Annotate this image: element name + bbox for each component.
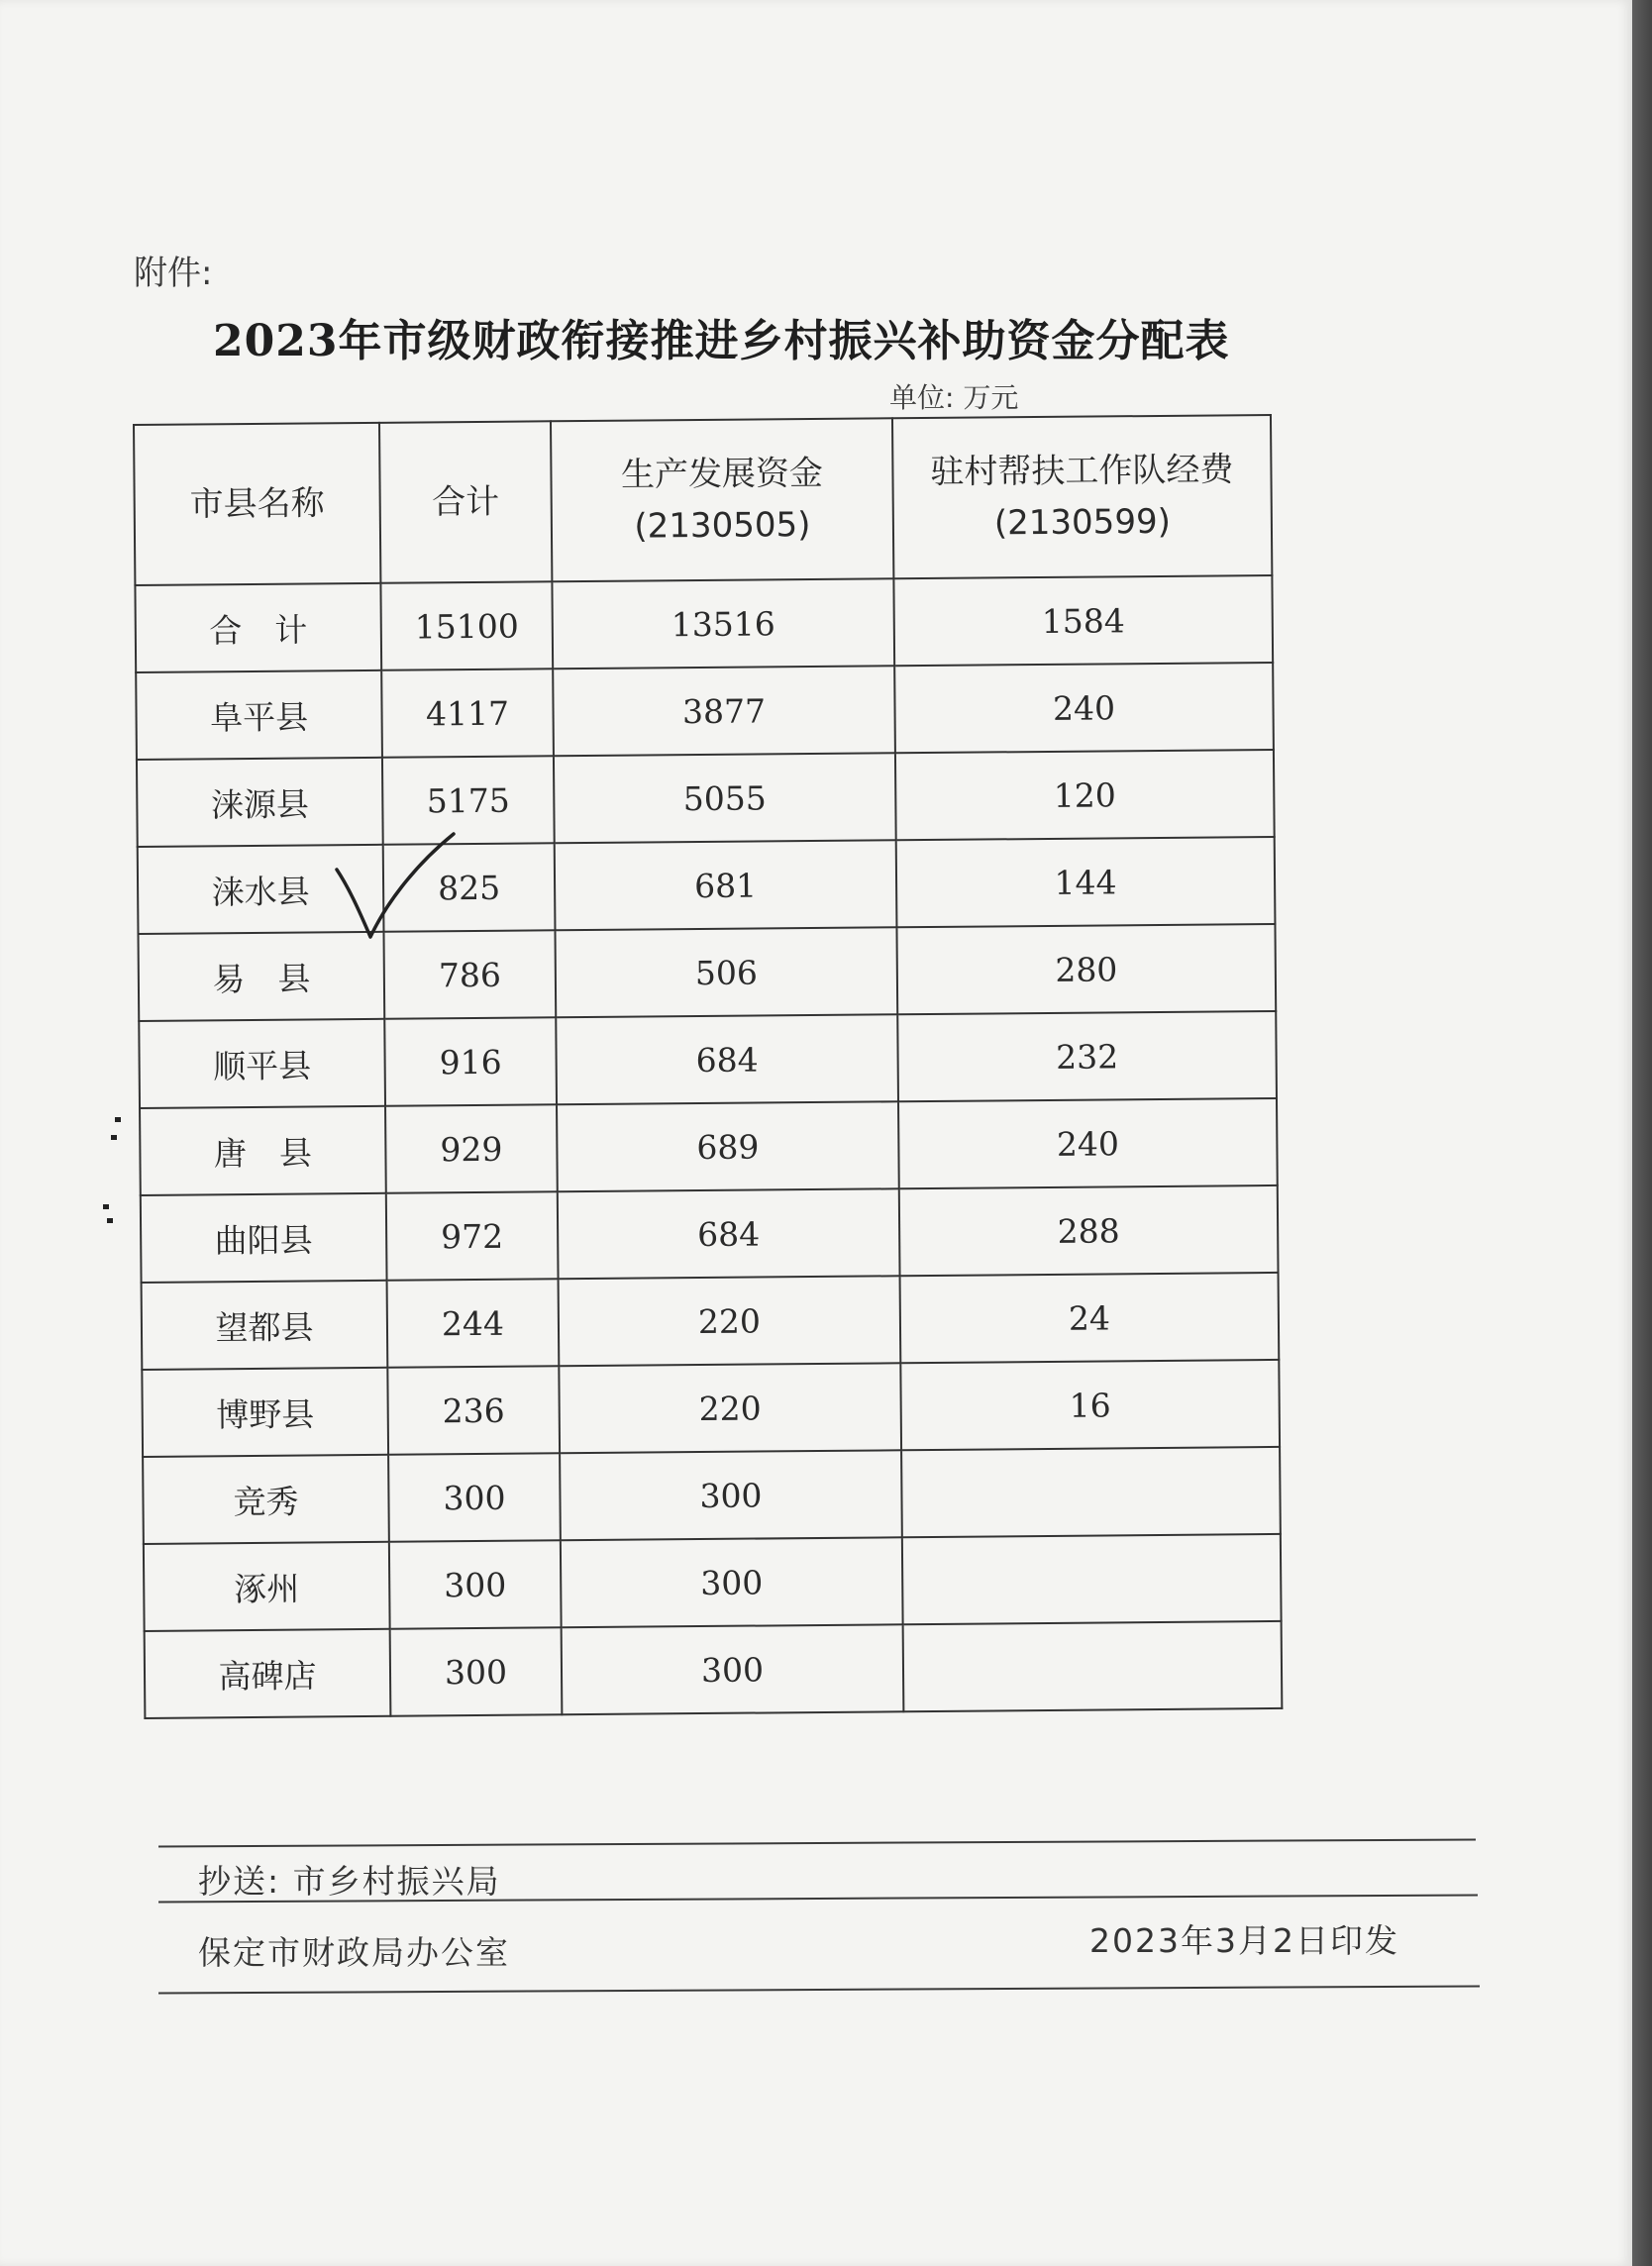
table-row [135,575,1273,672]
header-production-fund [551,418,893,581]
handwritten-checkmark-icon [327,828,465,947]
header-county-name: 市县名称 [134,423,380,585]
header-team-label: 驻村帮扶工作队经费 [930,450,1234,492]
header-production-code: (2130505) [634,505,811,547]
table-row [143,1447,1281,1544]
attachment-label: 附件: [134,254,213,293]
cell-production-fund: 220 [559,1276,901,1366]
cell-county-name: 博野县 [142,1368,388,1457]
cell-county-name: 涞源县 [137,758,383,847]
cell-production-fund: 684 [558,1188,900,1279]
cell-team-fund: 1584 [893,575,1273,666]
cell-county-name: 合 计 [135,583,381,672]
cell-production-fund: 300 [560,1450,902,1540]
table-row [145,1621,1283,1718]
cell-total: 5175 [382,756,555,845]
cell-production-fund: 681 [555,840,897,930]
table-row [144,1534,1282,1631]
cell-team-fund: 232 [897,1011,1277,1101]
cell-team-fund: 120 [895,750,1275,840]
cell-county-name: 易 县 [138,932,384,1021]
issuing-office: 保定市财政局办公室 [198,1933,510,1972]
footer-divider-bottom [158,1986,1480,1995]
table-row [139,1011,1277,1108]
header-production-label: 生产发展资金 [620,453,824,495]
header-team-code: (2130599) [993,501,1172,544]
cell-county-name: 涿州 [144,1542,390,1631]
issue-date: 2023年3月2日印发 [1089,1921,1399,1960]
cell-county-name: 望都县 [142,1281,388,1370]
cc-recipients: 抄送: 市乡村振兴局 [198,1862,501,1901]
cell-county-name: 顺平县 [139,1019,385,1108]
scan-speck [115,1117,121,1122]
cell-team-fund: 280 [896,924,1276,1014]
table-body [135,575,1282,1718]
cell-total: 236 [387,1366,560,1455]
cell-team-fund [903,1621,1283,1711]
cell-total: 825 [383,843,556,932]
cell-total: 15100 [380,581,553,670]
cell-county-name: 曲阳县 [141,1193,387,1283]
allocation-table-wrapper [133,414,1283,1719]
cell-total: 786 [383,930,556,1019]
cell-production-fund: 3877 [553,666,895,756]
table-row [136,663,1274,760]
scan-edge [1632,0,1652,2266]
table-row [142,1273,1280,1370]
cell-production-fund: 220 [559,1363,901,1453]
cell-production-fund: 300 [562,1624,904,1714]
cell-county-name: 唐 县 [140,1106,386,1195]
cell-total: 300 [388,1453,561,1542]
cell-team-fund [902,1534,1282,1624]
table-header-row [134,415,1272,585]
table-row [138,924,1276,1021]
cell-total: 300 [390,1627,563,1716]
scan-speck [107,1218,113,1223]
allocation-table [133,414,1283,1719]
cell-production-fund: 506 [555,927,897,1017]
scan-speck [103,1204,109,1209]
cell-production-fund: 5055 [554,753,896,843]
table-row [140,1098,1278,1195]
cell-team-fund: 240 [898,1098,1278,1188]
cell-production-fund: 300 [561,1537,903,1627]
cell-team-fund: 240 [894,663,1274,753]
cell-total: 929 [385,1104,558,1193]
cell-team-fund [901,1447,1281,1537]
cell-production-fund: 689 [557,1101,899,1191]
page-title: 2023年市级财政衔接推进乡村振兴补助资金分配表 [213,316,1230,366]
table-row [137,750,1275,847]
cell-total: 972 [386,1191,559,1281]
header-total: 合计 [379,421,552,583]
cell-total: 300 [389,1540,562,1629]
cell-total: 244 [387,1279,560,1368]
header-team-fund [892,415,1272,578]
table-row [138,837,1276,934]
cell-county-name: 阜平县 [136,670,382,760]
table-row [142,1360,1280,1457]
cell-county-name: 高碑店 [145,1629,391,1718]
cell-team-fund: 288 [899,1185,1279,1276]
cell-total: 916 [384,1017,557,1106]
cell-county-name: 涞水县 [138,845,384,934]
cell-production-fund: 684 [556,1014,898,1104]
scan-speck [111,1135,117,1140]
cell-team-fund: 144 [896,837,1276,927]
unit-label: 单位: 万元 [889,381,1019,414]
cell-production-fund: 13516 [552,578,894,669]
footer-divider-top [158,1839,1476,1848]
cell-team-fund: 16 [900,1360,1280,1450]
cell-total: 4117 [381,669,554,758]
cell-county-name: 竞秀 [143,1455,389,1544]
table-row [141,1185,1279,1283]
cell-team-fund: 24 [900,1273,1280,1363]
